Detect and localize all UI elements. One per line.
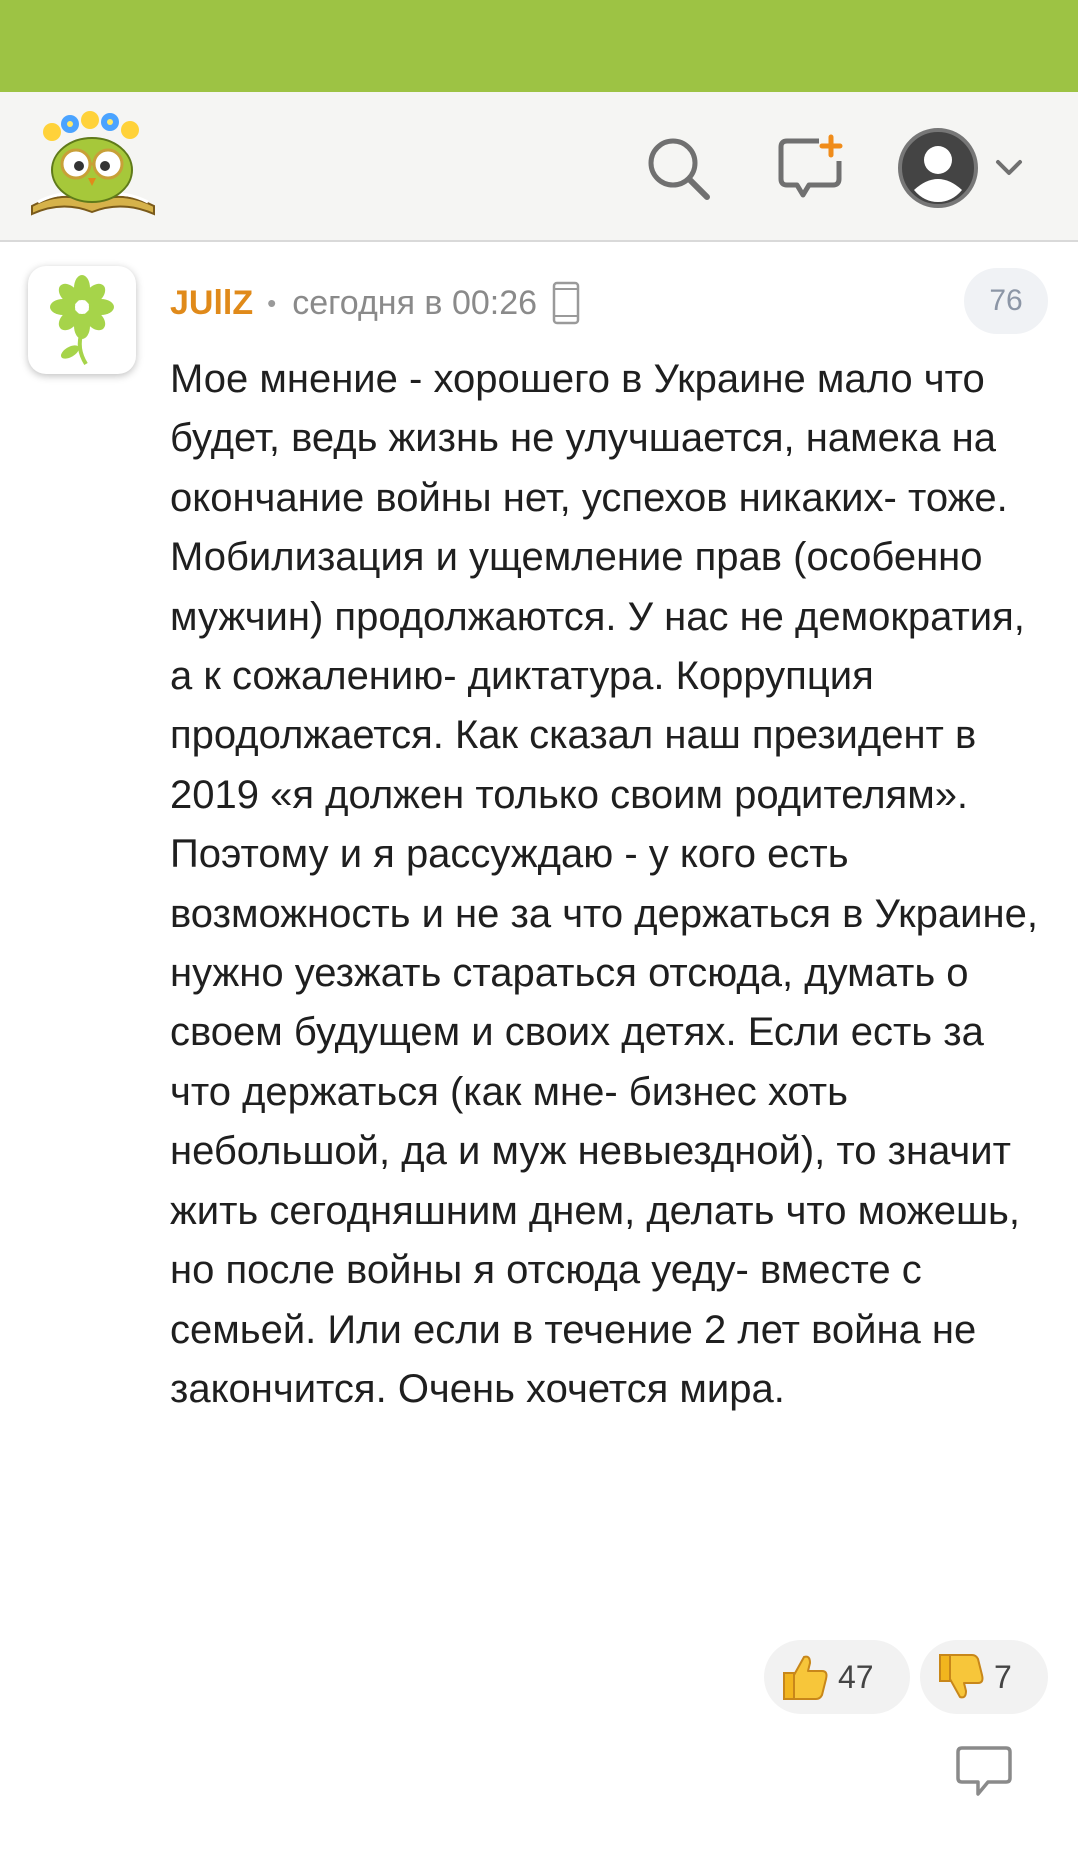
- thumbs-up-icon: [778, 1651, 830, 1703]
- thumbs-down-icon: [934, 1651, 986, 1703]
- comment-body: [170, 350, 1050, 1419]
- app-header: [0, 92, 1078, 242]
- comment-rating-badge: 76: [964, 268, 1048, 334]
- new-post-button[interactable]: [762, 120, 858, 216]
- dislike-button[interactable]: [920, 1640, 1048, 1714]
- search-button[interactable]: [630, 120, 726, 216]
- flower-avatar-icon: [42, 272, 122, 368]
- search-icon: [643, 133, 713, 203]
- comment-author-name[interactable]: JUllZ: [170, 283, 254, 322]
- comment-paragraph: Поэтому и я рассуждаю - у кого есть возможность и не за что держаться в Украине, нужно уезжать стараться отсюда, думать о своем будущем и своих детях. Если есть за что держаться (как мне- бизнес хоть небольшой, да и муж невыездной), то значит жить сегодняшним днем, делать что можешь, но после войны я отсюда уеду- вместе с семьей. Или если в течение 2 лет война не закончится. Очень хочется мира.: [170, 832, 1038, 1411]
- meta-separator: •: [267, 287, 277, 318]
- comment-paragraph: Мое мнение - хорошего в Украине мало что будет, ведь жизнь не улучшается, намека на окончание войны нет, успехов никаких- тоже. Мобилизация и ущемление прав (особенно мужчин) продолжаются. У нас не демократия, а к сожалению- диктатура. Коррупция продолжается. Как сказал наш президент в 2019 «я должен только своим родителям».: [170, 357, 1025, 817]
- comment-author-avatar[interactable]: [28, 266, 136, 374]
- user-avatar-icon: [896, 126, 980, 210]
- chevron-down-icon: [992, 151, 1026, 185]
- mobile-phone-icon: [551, 281, 581, 325]
- dislike-count: 7: [994, 1658, 1012, 1695]
- profile-menu-button[interactable]: [896, 120, 1046, 216]
- owl-book-logo[interactable]: [28, 110, 158, 222]
- comment-meta: [170, 280, 581, 326]
- reply-button[interactable]: [952, 1740, 1016, 1804]
- reply-bubble-icon: [954, 1742, 1014, 1802]
- like-count: 47: [838, 1658, 874, 1695]
- status-bar: [0, 0, 1078, 92]
- like-button[interactable]: [764, 1640, 910, 1714]
- new-post-icon: [775, 133, 845, 203]
- comment-timestamp: сегодня в 00:26: [292, 283, 538, 322]
